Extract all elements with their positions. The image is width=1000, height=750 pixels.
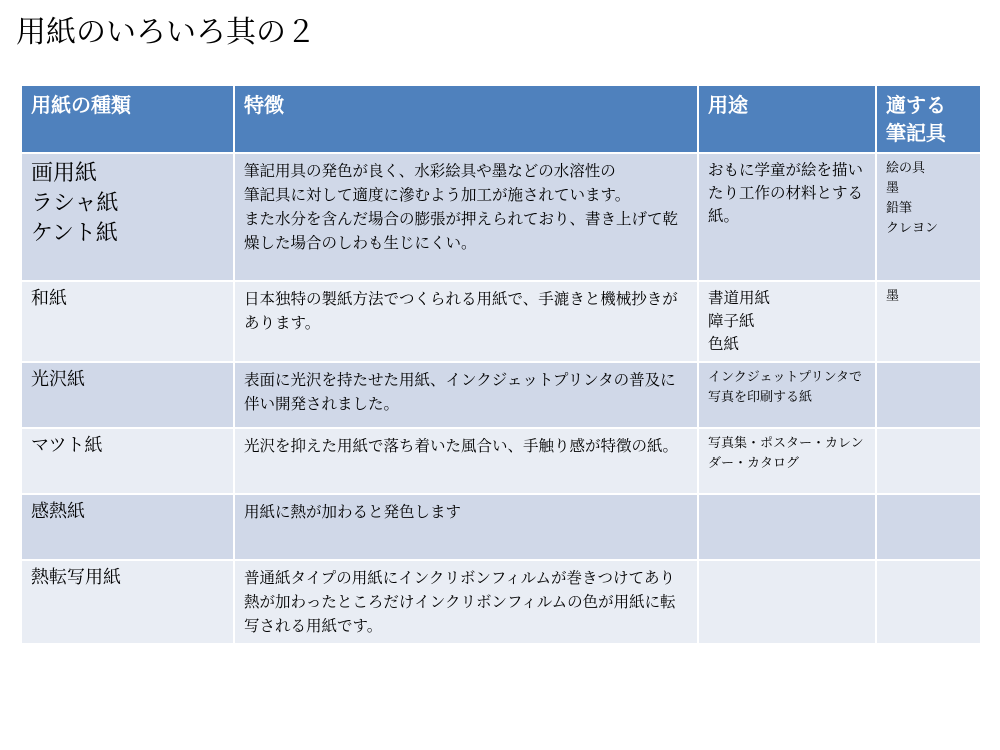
table-row (21, 153, 981, 281)
table-row (21, 428, 981, 494)
table-row (21, 560, 981, 644)
cell-writing-tool (876, 494, 981, 560)
cell-writing-tool (876, 428, 981, 494)
table-row (21, 494, 981, 560)
cell-writing-tool (876, 560, 981, 644)
cell-writing-tool: 絵の具 墨 鉛筆 クレヨン (876, 153, 981, 281)
cell-writing-tool: 墨 (876, 281, 981, 362)
cell-paper-type: 感熱紙 (21, 494, 234, 560)
cell-use: インクジェットプリンタで写真を印刷する紙 (698, 362, 876, 428)
header-writing-tool: 適する 筆記具 (876, 85, 981, 153)
table-row (21, 281, 981, 362)
cell-feature: 表面に光沢を持たせた用紙、インクジェットプリンタの普及に伴い開発されました。 (234, 362, 698, 428)
table-header-row (21, 85, 981, 153)
cell-writing-tool (876, 362, 981, 428)
header-feature: 特徴 (234, 85, 698, 153)
cell-use (698, 560, 876, 644)
cell-feature: 筆記用具の発色が良く、水彩絵具や墨などの水溶性の 筆記具に対して適度に滲むよう加工が施されています。 また水分を含んだ場合の膨張が押えられており、書き上げて乾燥した場合のしわも生じにくい。 (234, 153, 698, 281)
slide-title: 用紙のいろいろ其の２ (16, 15, 316, 50)
cell-feature: 日本独特の製紙方法でつくられる用紙で、手漉きと機械抄きがあります。 (234, 281, 698, 362)
paper-types-table (20, 84, 982, 645)
cell-paper-type: マツト紙 (21, 428, 234, 494)
cell-use: おもに学童が絵を描いたり工作の材料とする紙。 (698, 153, 876, 281)
cell-paper-type: 熱転写用紙 (21, 560, 234, 644)
cell-feature: 普通紙タイプの用紙にインクリボンフィルムが巻きつけてあり熱が加わったところだけインクリボンフィルムの色が用紙に転写される用紙です。 (234, 560, 698, 644)
cell-paper-type: 画用紙 ラシャ紙 ケント紙 (21, 153, 234, 281)
cell-paper-type: 和紙 (21, 281, 234, 362)
header-use: 用途 (698, 85, 876, 153)
cell-use: 写真集・ポスター・カレンダー・カタログ (698, 428, 876, 494)
cell-paper-type: 光沢紙 (21, 362, 234, 428)
cell-use (698, 494, 876, 560)
cell-feature: 光沢を抑えた用紙で落ち着いた風合い、手触り感が特徴の紙。 (234, 428, 698, 494)
table-row (21, 362, 981, 428)
cell-use: 書道用紙 障子紙 色紙 (698, 281, 876, 362)
cell-feature: 用紙に熱が加わると発色します (234, 494, 698, 560)
header-paper-type: 用紙の種類 (21, 85, 234, 153)
